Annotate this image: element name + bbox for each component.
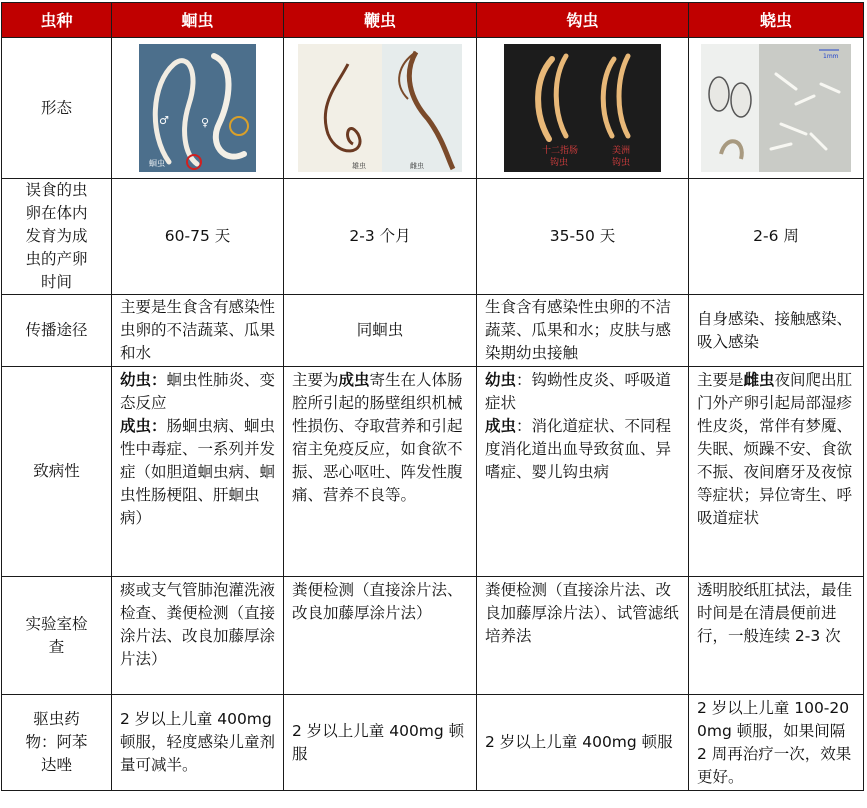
pinworm-pathogenicity: 主要是雌虫夜间爬出肛门外产卵引起局部湿疹性皮炎，常伴有梦魇、失眠、烦躁不安、食欲不振、夜间磨牙及夜惊等症状；异位寄生、呼吸道症状 xyxy=(689,367,864,577)
development-time-row xyxy=(2,179,864,295)
lab-test-row xyxy=(2,577,864,695)
roundworm-lab-test: 痰或支气管肺泡灌洗液检查、粪便检测（直接涂片法、改良加藤厚涂片法） xyxy=(112,577,284,695)
header-row xyxy=(2,3,864,38)
header-hookworm: 钩虫 xyxy=(477,3,689,38)
roundworm-pathogenicity: 幼虫：蛔虫性肺炎、变态反应 成虫：肠蛔虫病、蛔虫性中毒症、一系列并发症（如胆道蛔虫病、蛔虫性肠梗阻、肝蛔虫病） xyxy=(112,367,284,577)
morphology-label: 形态 xyxy=(2,38,112,179)
whipworm-image xyxy=(298,44,462,172)
header-species: 虫种 xyxy=(2,3,112,38)
whipworm-caption-left: 雄虫 xyxy=(352,162,366,170)
whipworm-drug: 2 岁以上儿童 400mg 顿服 xyxy=(284,695,477,791)
hookworm-lab-test: 粪便检测（直接涂片法、改良加藤厚涂片法）、试管滤纸培养法 xyxy=(477,577,689,695)
hookworm-caption-left-2: 钩虫 xyxy=(550,158,569,168)
pathogenicity-label: 致病性 xyxy=(2,367,112,577)
pinworm-time: 2-6 周 xyxy=(689,179,864,295)
transmission-label: 传播途径 xyxy=(2,295,112,367)
whipworm-transmission: 同蛔虫 xyxy=(284,295,477,367)
header-roundworm: 蛔虫 xyxy=(112,3,284,38)
roundworm-transmission: 主要是生食含有感染性虫卵的不洁蔬菜、瓜果和水 xyxy=(112,295,284,367)
roundworm-image xyxy=(139,44,256,172)
drug-row xyxy=(2,695,864,791)
roundworm-time: 60-75 天 xyxy=(112,179,284,295)
hookworm-drug: 2 岁以上儿童 400mg 顿服 xyxy=(477,695,689,791)
hookworm-caption-right-2: 钩虫 xyxy=(612,158,631,168)
hookworm-pathogenicity: 幼虫：钩蚴性皮炎、呼吸道症状 成虫：消化道症状、不同程度消化道出血导致贫血、异嗜症、婴儿钩虫病 xyxy=(477,367,689,577)
drug-label: 驱虫药 物：阿苯 达唑 xyxy=(2,695,112,791)
whipworm-caption-right: 雌虫 xyxy=(410,162,424,170)
roundworm-drug: 2 岁以上儿童 400mg 顿服，轻度感染儿童剂量可减半。 xyxy=(112,695,284,791)
hookworm-time: 35-50 天 xyxy=(477,179,689,295)
roundworm-caption: 蛔虫 xyxy=(149,159,165,168)
svg-text:♂: ♂ xyxy=(159,114,169,127)
hookworm-caption-left-1: 十二指肠 xyxy=(542,146,579,156)
hookworm-transmission: 生食含有感染性虫卵的不洁蔬菜、瓜果和水；皮肤与感染期幼虫接触 xyxy=(477,295,689,367)
parasite-comparison-table xyxy=(1,2,864,791)
pinworm-transmission: 自身感染、接触感染、吸入感染 xyxy=(689,295,864,367)
morphology-row xyxy=(2,38,864,179)
hookworm-image xyxy=(504,44,661,172)
pathogenicity-row xyxy=(2,367,864,577)
whipworm-pathogenicity: 主要为成虫寄生在人体肠腔所引起的肠壁组织机械性损伤、夺取营养和引起宿主免疫反应，如食欲不振、恶心呕吐、阵发性腹痛、营养不良等。 xyxy=(284,367,477,577)
pinworm-scale: 1mm xyxy=(823,53,839,60)
header-whipworm: 鞭虫 xyxy=(284,3,477,38)
whipworm-lab-test: 粪便检测（直接涂片法、改良加藤厚涂片法） xyxy=(284,577,477,695)
pinworm-drug: 2 岁以上儿童 100-200mg 顿服，如果间隔 2 周再治疗一次，效果更好。 xyxy=(689,695,864,791)
development-time-label: 误食的虫 卵在体内 发育为成 虫的产卵 时间 xyxy=(2,179,112,295)
pinworm-image xyxy=(701,44,851,172)
whipworm-time: 2-3 个月 xyxy=(284,179,477,295)
pinworm-lab-test: 透明胶纸肛拭法，最佳时间是在清晨便前进行，一般连续 2-3 次 xyxy=(689,577,864,695)
hookworm-caption-right-1: 美洲 xyxy=(612,146,631,156)
svg-text:♀: ♀ xyxy=(201,116,210,129)
transmission-row xyxy=(2,295,864,367)
header-pinworm: 蛲虫 xyxy=(689,3,864,38)
lab-test-label: 实验室检 查 xyxy=(2,577,112,695)
